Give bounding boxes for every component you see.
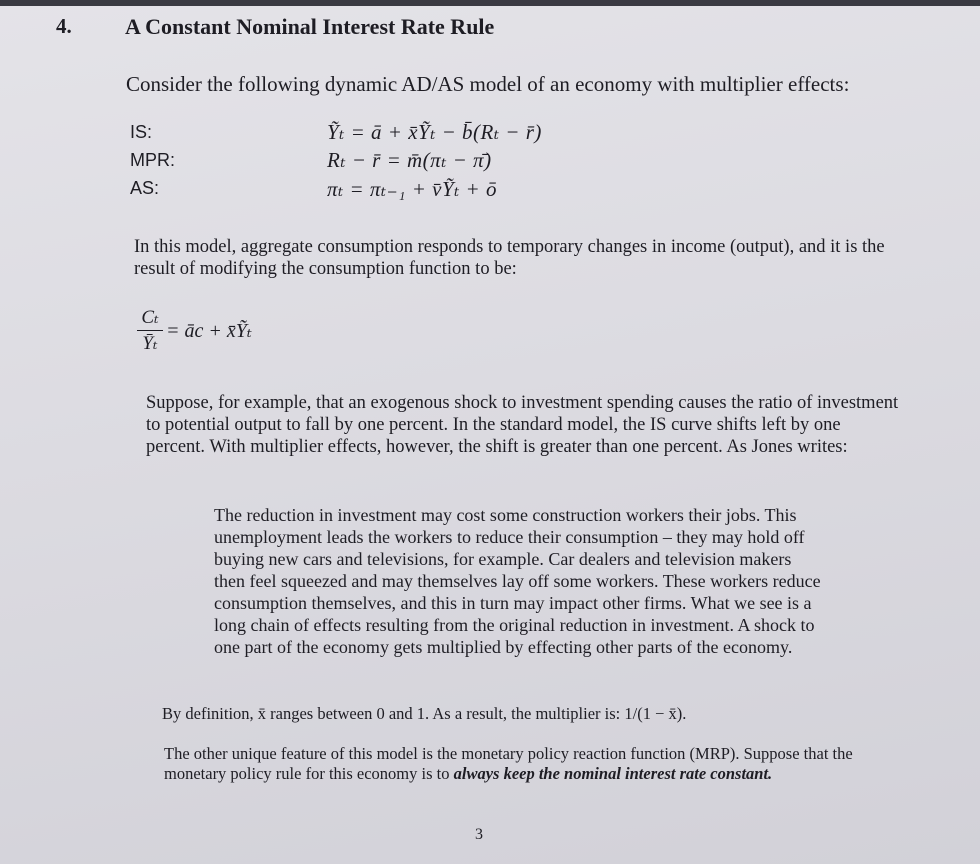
mpr-paragraph [164, 744, 884, 784]
question-title: A Constant Nominal Interest Rate Rule [125, 14, 495, 39]
fraction-denominator: Ȳₜ [142, 333, 158, 354]
equation-label-is: IS: [130, 122, 153, 142]
equation-label-mpr: MPR: [130, 150, 175, 170]
equation-as: πₜ = πₜ₋₁ + v̄Ỹₜ + ō [327, 177, 497, 201]
consumption-paragraph: In this model, aggregate consumption responds to temporary changes in income (output), and it is the result of modifying the consumption function to be: [134, 237, 885, 279]
suppose-paragraph: Suppose, for example, that an exogenous shock to investment spending causes the ratio of investment to potential output to fall by one percent. In the standard model, the IS curve shifts left by one percent. With multiplier effects, however, the shift is greater than one percent. As Jones writes: [146, 393, 899, 457]
page-number: 3 [475, 826, 483, 843]
question-number: 4. [56, 14, 72, 38]
window-top-edge [0, 0, 980, 6]
multiplier-definition: By definition, x̄ ranges between 0 and 1. As a result, the multiplier is: 1/(1 − x̄). [162, 704, 687, 723]
equation-is: Ỹₜ = ā + x̄Ỹₜ − b̄(Rₜ − r̄) [327, 120, 542, 144]
consumption-equation-rhs: = āc + x̄Ỹₜ [166, 320, 252, 342]
jones-quote: The reduction in investment may cost some construction workers their jobs. This unemployment leads the workers to reduce their consumption – they may hold off buying new cars and televisions, for example. Car dealers and television makers then feel squeezed and may themselves lay off some workers. These workers reduce consumption themselves, and this in turn may impact other firms. What we see is a long chain of effects resulting from the original reduction in investment. A shock to one part of the economy gets multiplied by effecting other parts of the economy. [214, 505, 821, 657]
consumption-fraction [137, 306, 163, 355]
mpr-text: The other unique feature of this model is the monetary policy reaction function (MRP). Suppose that the monetary policy rule for this economy is to [164, 744, 853, 783]
fraction-numerator: Cₜ [137, 306, 163, 331]
intro-text: Consider the following dynamic AD/AS model of an economy with multiplier effects: [126, 72, 850, 96]
mpr-emphasis: always keep the nominal interest rate constant. [453, 764, 773, 783]
equation-mpr: Rₜ − r̄ = m̄(πₜ − π̄) [327, 148, 492, 172]
equation-label-as: AS: [130, 178, 160, 198]
